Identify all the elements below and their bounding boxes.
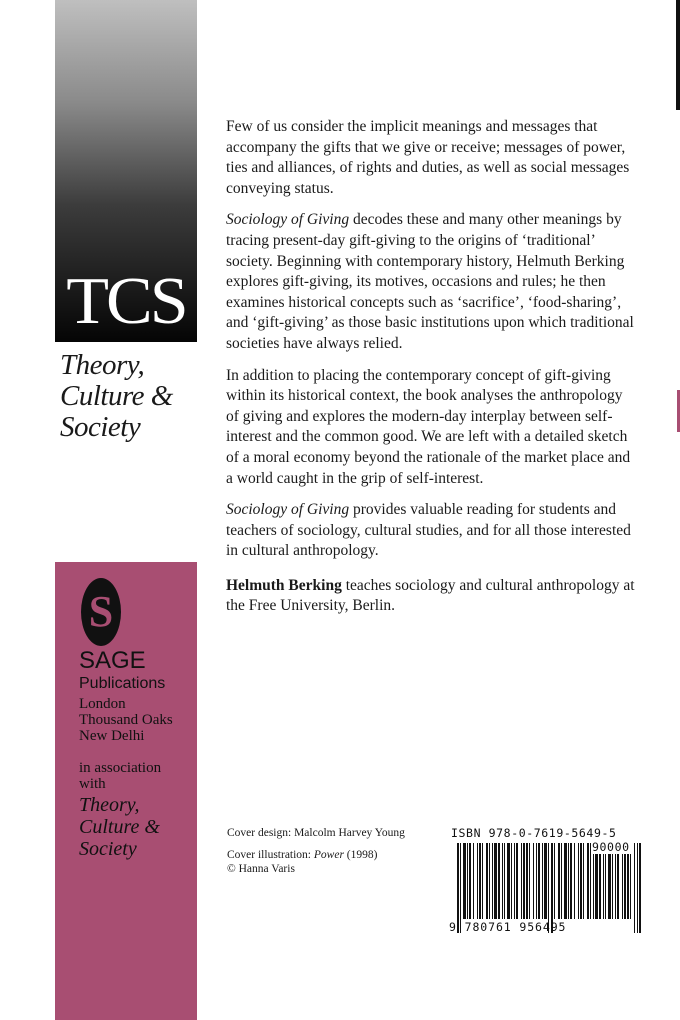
barcode-bar [554, 843, 555, 919]
barcode-bar [608, 843, 611, 919]
barcode-bar [595, 843, 598, 919]
barcode-digits: 9 780761 956495 [449, 920, 567, 934]
sage-logo-letter: S [88, 587, 114, 636]
barcode-bar [593, 843, 594, 919]
barcode-bar [590, 843, 591, 919]
barcode-bar [482, 843, 483, 919]
barcode-bar [529, 843, 530, 919]
blurb [226, 117, 638, 628]
barcode-bar [630, 843, 631, 919]
association-series-line: Society [79, 838, 137, 860]
illustration-copyright: © Hanna Varis [227, 863, 295, 875]
barcode-bar [463, 843, 466, 919]
author-bio-text: teaches sociology and cultural anthropology at the Free University, Berlin. [226, 576, 635, 615]
barcode-bar [617, 843, 619, 919]
barcode-bar [514, 843, 515, 919]
blurb-paragraph [226, 210, 638, 354]
barcode-bar [516, 843, 518, 919]
barcode-bar [568, 843, 569, 919]
cover-illustration-credit [227, 848, 437, 876]
association-label: in association with [79, 760, 162, 792]
barcode-bar [574, 843, 575, 919]
illustration-title: Power [313, 849, 344, 861]
barcode-bar [587, 843, 589, 919]
publications-label: Publications [79, 675, 166, 692]
barcode-bar [599, 843, 601, 919]
barcode-bar [634, 843, 635, 933]
sage-logo-icon [79, 576, 123, 648]
barcode-bar [637, 843, 638, 933]
barcode-bar [536, 843, 537, 919]
location-item: New Delhi [79, 728, 145, 744]
barcode-bar [504, 843, 505, 919]
author-bio [226, 576, 638, 617]
series-name-line: Theory, [60, 349, 145, 381]
location-item: Thousand Oaks [79, 712, 173, 728]
publisher-block [55, 562, 197, 1020]
barcode-bar [494, 843, 497, 919]
barcode-bar [498, 843, 500, 919]
association-series-line: Culture & [79, 816, 160, 838]
illustration-prefix: Cover illustration: [227, 849, 314, 861]
barcode-bar [473, 843, 474, 919]
barcode-bar [477, 843, 478, 919]
barcode-bar [486, 843, 488, 919]
isbn-label: ISBN 978-0-7619-5649-5 [451, 826, 617, 840]
publisher-name: SAGE [79, 647, 146, 674]
cover-credits [227, 826, 437, 884]
barcode-bar [521, 843, 522, 919]
book-title: Sociology of Giving [226, 211, 350, 229]
cover-design-credit: Cover design: Malcolm Harvey Young [227, 827, 405, 839]
association-series-line: Theory, [79, 794, 140, 816]
price-code: 90000 [592, 840, 630, 854]
barcode-bar [580, 843, 582, 919]
blurb-paragraph-text: decodes these and many other meanings by tracing present-day gift-giving to the origins of ‘traditional’ society. Beginning with contemporary history, Helmuth Berking explores gift-giving, its motives, occasions and rules; he then examines historical concepts such as ‘sacrifice’, ‘food-sharing’, and ‘gift-giving’ as those basic institutions upon which traditional societies have always relied. [226, 211, 634, 352]
barcode-bar [502, 843, 503, 919]
blurb-paragraph: Few of us consider the implicit meanings and messages that accompany the gifts that we give or receive; messages of power, ties and alliances, of rights and duties, as well as social messages conveying status. [226, 118, 630, 197]
blurb-paragraph [226, 500, 638, 562]
barcode-bar [492, 843, 493, 919]
illustration-year: (1998) [343, 849, 378, 861]
barcode-bar [561, 843, 562, 919]
barcode-bar [627, 843, 629, 919]
author-name: Helmuth Berking [226, 576, 342, 594]
barcode-bar [570, 843, 572, 919]
barcode-bar [489, 843, 490, 919]
barcode-bar [511, 843, 512, 919]
barcode-bar [523, 843, 525, 919]
barcode-bar [605, 843, 606, 919]
edge-mark [676, 0, 680, 110]
barcode-bar [467, 843, 468, 919]
barcode-bar [615, 843, 616, 919]
barcode-bar [639, 843, 641, 933]
barcode-bar [603, 843, 604, 919]
barcode-bar [564, 843, 567, 919]
barcode-bar [533, 843, 534, 919]
blurb-paragraph-text: provides valuable reading for students and teachers of sociology, cultural studies, and for all those interested in cultural anthropology. [226, 501, 631, 560]
barcode-bar [507, 843, 510, 919]
barcode-bar [624, 843, 626, 919]
series-name-line: Culture & [60, 380, 173, 412]
barcode-bar [542, 843, 543, 919]
series-name [60, 350, 196, 443]
location-item: London [79, 696, 126, 712]
barcode-bar [578, 843, 579, 919]
barcode-bar [526, 843, 528, 919]
series-name-line: Society [60, 411, 141, 443]
barcode-bar [544, 843, 547, 919]
barcode-bar [479, 843, 481, 919]
left-band [55, 0, 197, 1020]
barcode-bar [583, 843, 584, 919]
book-title: Sociology of Giving [226, 501, 350, 519]
tcs-logo: TCS [66, 264, 186, 339]
barcode-bar [469, 843, 471, 919]
blurb-paragraph: In addition to placing the contemporary concept of gift-giving within its historical context, the book analyses the anthropology of giving and explores the modern-day interplay between self-interest and the common good. We are left with a detailed sketch of a moral economy beyond the rationale of the market place and a world caught in the grip of self-interest. [226, 366, 631, 487]
association-series [79, 794, 160, 860]
barcode-bar [538, 843, 540, 919]
barcode-bar [622, 843, 623, 919]
barcode-bar [612, 843, 613, 919]
barcode-bar [558, 843, 560, 919]
publisher-locations [79, 696, 173, 744]
